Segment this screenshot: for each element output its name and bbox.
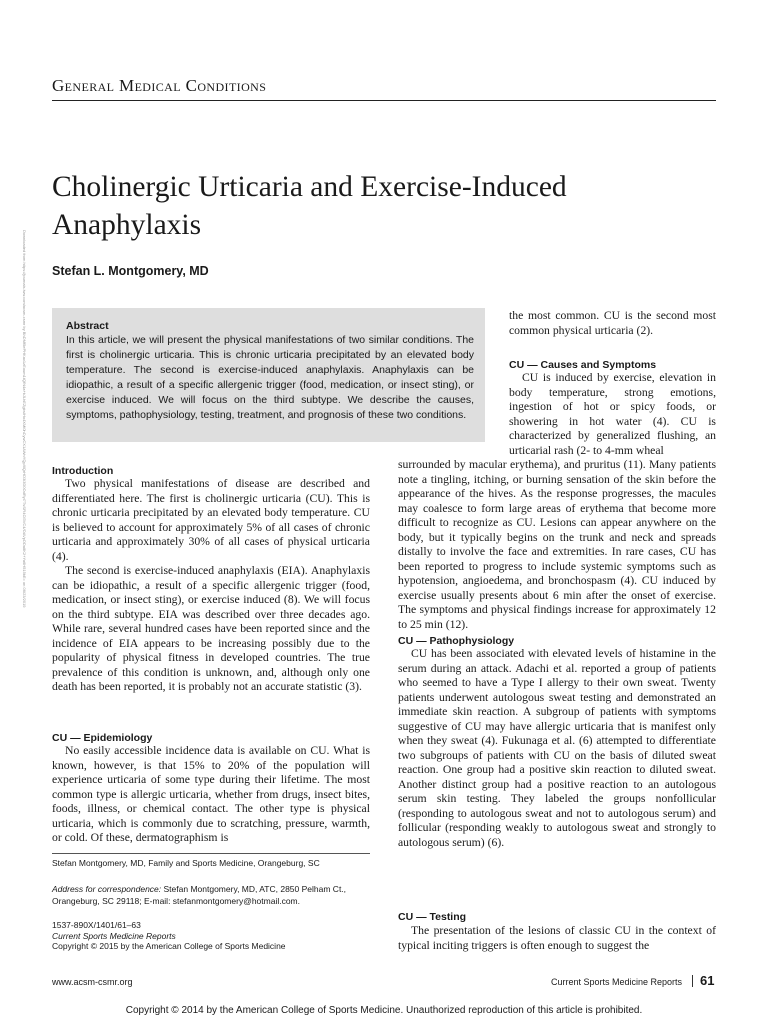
correspondence-address xyxy=(52,884,382,907)
section-title: General Medical Conditions xyxy=(52,76,267,95)
issn: 1537-890X/1401/61–63 xyxy=(52,920,141,930)
page-number: 61 xyxy=(700,973,715,988)
copyright-banner: Copyright © 2014 by the American College of Sports Medicine. Unauthorized reproduction of this article is prohibited. xyxy=(125,1005,643,1016)
paragraph: The second is exercise-induced anaphylaxis (EIA). Anaphylaxis can be idiopathic, a result of a specific allergenic trigger (food, medication, or insect sting), or exercise induced (8). We will focus on the third subtype. EIA was described over three decades ago. While rare, several hundred cases have been reported since and the incidence of EIA appears to be increasing possibly due to the popularity of physical fitness in developed countries. The true prevalence of this condition is unknown, and, although only one death has been reported, it is probably not an accurate statistic (3). xyxy=(52,564,370,693)
paragraph: the most common. CU is the second most common physical urticaria (2). xyxy=(509,309,716,337)
affiliation-rule xyxy=(52,853,370,854)
journal-name: Current Sports Medicine Reports xyxy=(52,930,176,941)
causes-heading: CU — Causes and Symptoms xyxy=(509,359,657,371)
pathophysiology-heading: CU — Pathophysiology xyxy=(398,635,515,647)
testing-body xyxy=(398,924,716,953)
epidemiology-heading: CU — Epidemiology xyxy=(52,732,153,744)
footer-journal: Current Sports Medicine Reports xyxy=(551,977,683,987)
paragraph: CU has been associated with elevated levels of histamine in the serum during an attack. Adachi et al. reported a group of patients who seemed to have a Type I allergy to their own sweat. Twenty patients underwent autologous sweat testing and demonstrated an immediate skin reaction. A subgroup of patients with symptoms suggestive of CU may have allergic urticaria that is manifest only when they sweat (4). Fukunaga et al. (6) attempted to differentiate two subgroups of patients with CU on the basis of diluted sweat reaction. One group had a positive skin reaction to diluted sweat. Another distinct group had a positive reaction to an autologous serum skin testing. They labeled the groups nonfollicular (responding to autologous sweat and not to autologous serum) and follicular (responding weakly to autologous sweat and strongly to autologous serum) (6). xyxy=(398,647,716,849)
footer-url[interactable]: www.acsm-csmr.org xyxy=(52,977,133,987)
testing-heading: CU — Testing xyxy=(398,911,467,923)
copyright-notice: Copyright © 2015 by the American College of Sports Medicine xyxy=(52,941,286,951)
causes-body-narrow xyxy=(509,371,716,458)
paragraph: No easily accessible incidence data is available on CU. What is known, however, is that 15% to 20% of the population will experience urticaria of some type during their lifetime. The most common type is allergic urticaria, whether from drugs, insect bites, foods, illness, or chemical contact. The other type is physical urticaria, which is commonly due to scratching, pressure, warmth, or cold. Of these, dermatographism is xyxy=(52,744,370,844)
right-column-continuation xyxy=(509,309,716,338)
article-title: Cholinergic Urticaria and Exercise-Induced Anaphylaxis xyxy=(52,171,567,241)
article-author: Stefan L. Montgomery, MD xyxy=(52,264,209,278)
footer-divider xyxy=(692,975,693,987)
correspondence-text: Stefan Montgomery, MD, ATC, 2850 Pelham Ct., Orangeburg, SC 29118; E-mail: stefanmontgomery@hotmail.com. xyxy=(52,884,347,906)
paragraph: CU is induced by exercise, elevation in body temperature, strong emotions, ingestion of hot or spicy foods, or showering in hot water (4). CU is characterized by generalized flushing, an urticarial rash (2- to 4-mm wheal xyxy=(509,371,716,457)
pathophysiology-body xyxy=(398,647,716,850)
paragraph: surrounded by macular erythema), and pruritus (11). Many patients note a tingling, itching, or burning sensation of the skin before the appearance of the hives. As the response progresses, the macules may coalesce to form large areas of erythema that become more difficult to recognize as CU. Lesions can appear anywhere on the body, but it typically begins on the trunk and neck and spreads distally to involve the face and extremities. In rare cases, CU has been reported to progress to include systemic symptoms such as hypotension, angioedema, and bronchospasm (4). CU induced by exercise usually presents about 6 min after the onset of exercise. The symptoms and physical findings increase for approximately 12 to 25 min (12). xyxy=(398,458,716,631)
publication-info xyxy=(52,920,286,952)
introduction-heading: Introduction xyxy=(52,465,114,477)
correspondence-label: Address for correspondence: xyxy=(52,884,162,894)
causes-body-wide xyxy=(398,458,716,632)
author-affiliation: Stefan Montgomery, MD, Family and Sports Medicine, Orangeburg, SC xyxy=(52,858,320,868)
epidemiology-body xyxy=(52,744,370,846)
abstract-heading: Abstract xyxy=(66,320,109,332)
introduction-body xyxy=(52,477,370,695)
abstract-text: In this article, we will present the physical manifestations of two similar conditions. The first is cholinergic urticaria. This is chronic urticaria precipitated by an elevated body temperature. The second is exercise-induced anaphylaxis. Anaphylaxis can be idiopathic, a result of a specific allergenic trigger (food, medication, or insect sting), or exercise induced. We will focus on the third subtype. We describe the causes, symptoms, pathophysiology, testing, treatment, and prognosis of these two conditions. xyxy=(66,334,474,422)
download-watermark: Downloaded from https://journals.lww.com/acsm-csmr by BhDMf5ePHKav1zEoum1tQfN4a+kJLhEZgbsIHo4XMi0hCywCX1AWnYQp/IlQrHD3i3D0OdRyi7TvSFl4Cf3VC4/OAVpDDa8K2+Ya6H515kE= on 06/23/2019 xyxy=(22,230,27,608)
paragraph: The presentation of the lesions of classic CU in the context of typical inciting triggers is often enough to suggest the xyxy=(398,924,716,952)
paragraph: Two physical manifestations of disease are described and differentiated here. The first is cholinergic urticaria (CU). This is chronic urticaria precipitated by an elevated body temperature. CU is believed to account for approximately 5% of all cases of chronic urticaria and approximately 30% of all cases of physical urticaria (4). xyxy=(52,477,370,563)
header-rule xyxy=(52,100,716,101)
